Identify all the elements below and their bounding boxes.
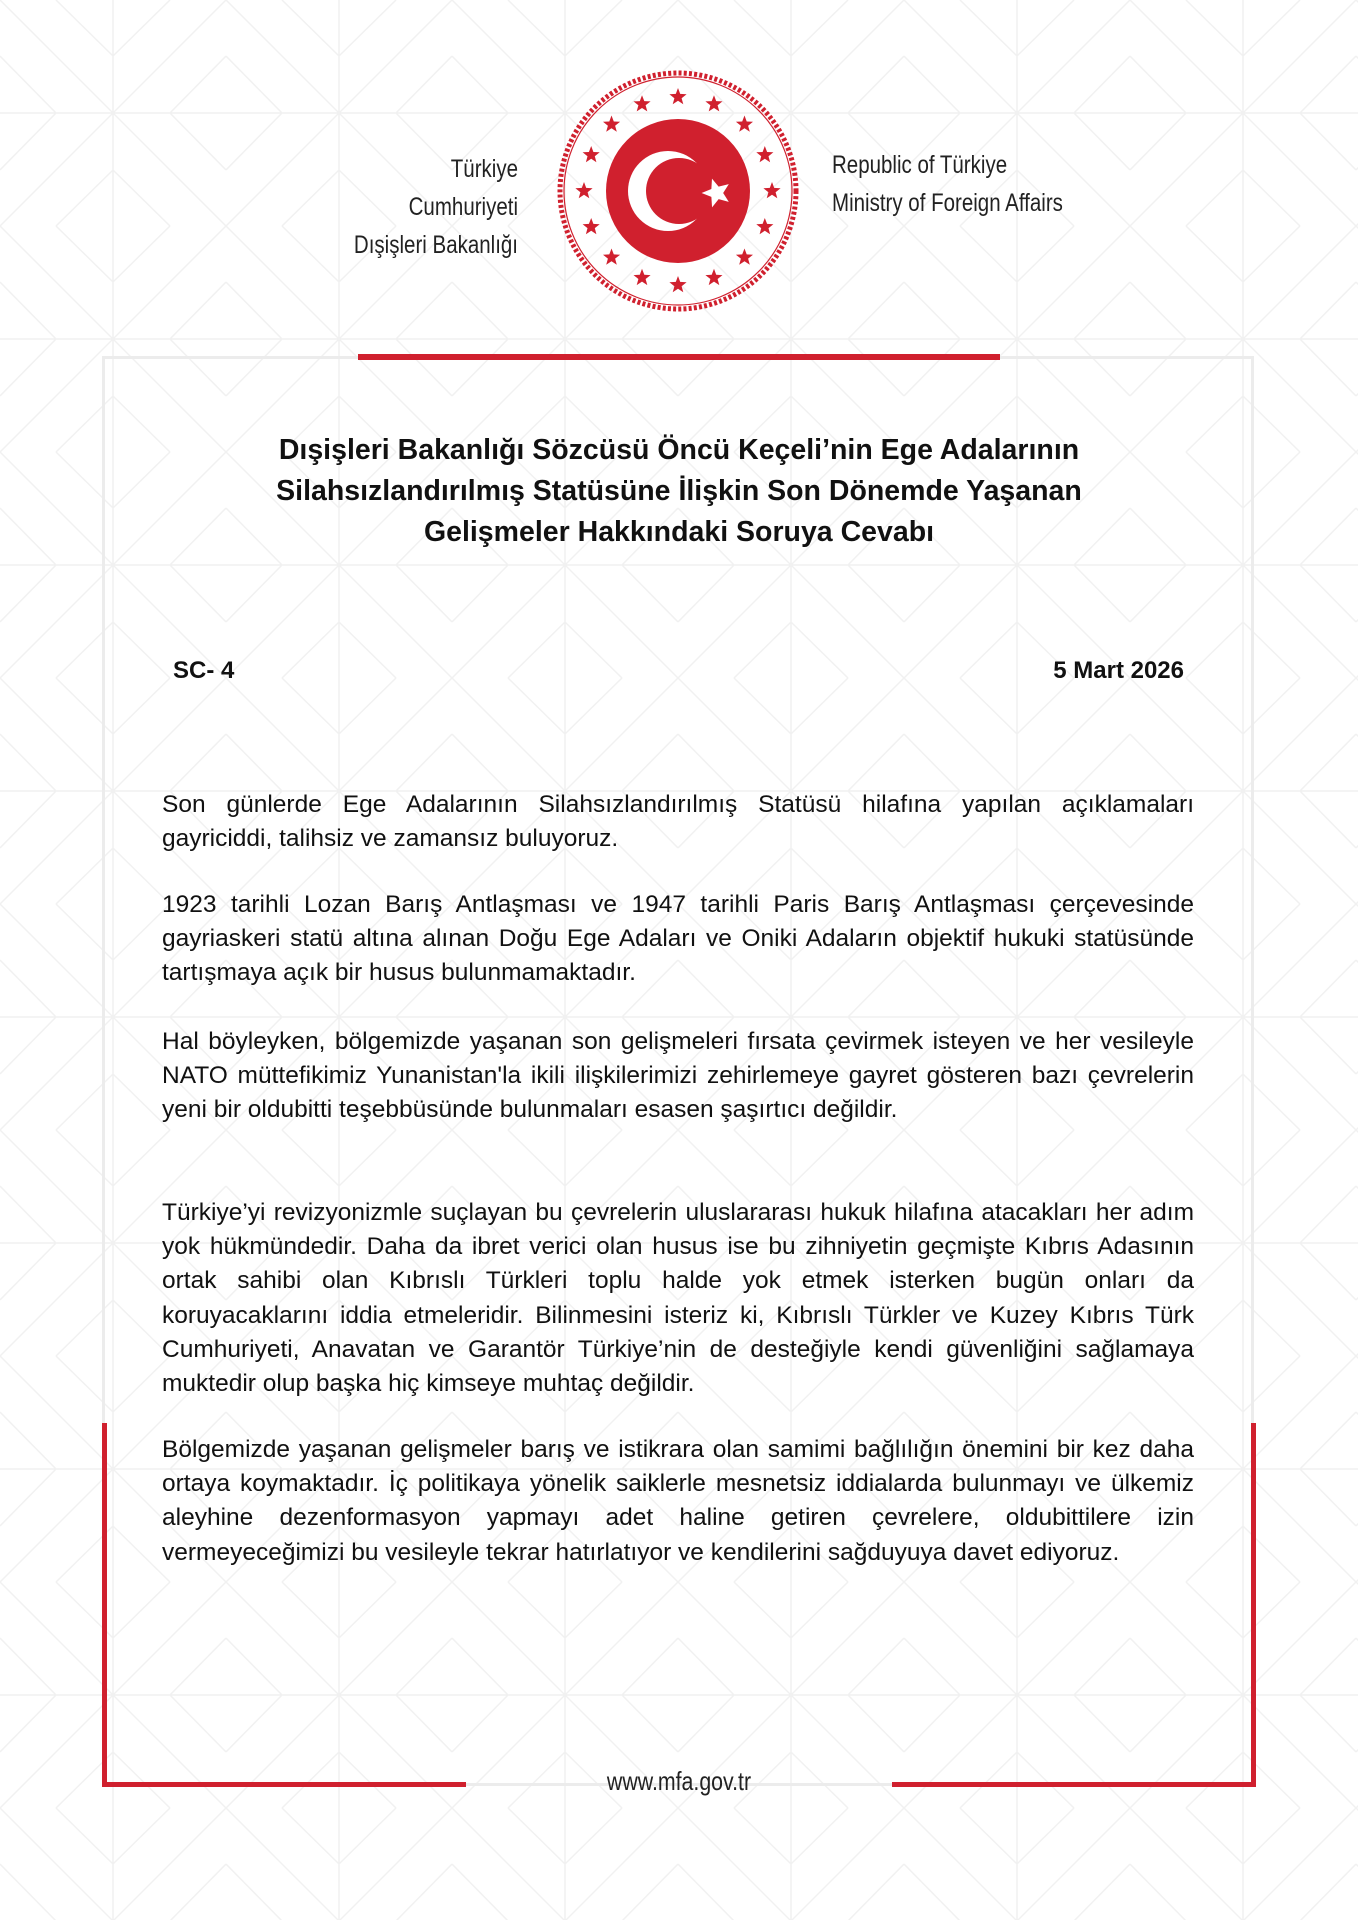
org-name-english-line1: Republic of Türkiye	[832, 151, 1008, 179]
emblem-star-icon	[575, 182, 592, 198]
left-red-line	[102, 1423, 107, 1787]
emblem-star-icon	[705, 95, 722, 111]
emblem-star-icon	[705, 269, 722, 285]
emblem-star-icon	[669, 276, 686, 292]
footer-website-link[interactable]: www.mfa.gov.tr	[606, 1766, 752, 1796]
emblem-star-icon	[583, 218, 600, 234]
state-emblem-icon	[555, 68, 801, 314]
title-line: Dışişleri Bakanlığı Sözcüsü Öncü Keçeli’nin Ege Adalarının	[278, 434, 1080, 466]
org-name-english	[832, 146, 1078, 222]
emblem-star-icon	[756, 146, 773, 162]
title-line: Gelişmeler Hakkındaki Soruya Cevabı	[423, 516, 935, 548]
emblem-star-icon	[634, 269, 651, 285]
emblem-star-icon	[603, 249, 620, 265]
org-name-turkish-line2: Dışişleri Bakanlığı	[353, 231, 518, 259]
org-name-turkish-line1: Türkiye Cumhuriyeti	[408, 155, 518, 221]
paragraph: 1923 tarihli Lozan Barış Antlaşması ve 1947 tarihli Paris Barış Antlaşması çerçevesinde gayriaskeri statü altına alınan Doğu Ege Adaları ve Oniki Adaların objektif hukuki statüsünde tartışmaya açık bir husus bulunmamaktadır.	[162, 891, 1194, 987]
emblem-star-icon	[756, 218, 773, 234]
paragraph: Hal böyleyken, bölgemizde yaşanan son gelişmeleri fırsata çevirmek isteyen ve her vesileyle NATO müttefikimiz Yunanistan'la ikili ilişkilerimizi zehirlemeye gayret gösteren bazı çevrelerin yeni bir oldubitti teşebbüsünde bulunmaları esasen şaşırtıcı değildir.	[162, 1028, 1194, 1124]
paragraph: Bölgemizde yaşanan gelişmeler barış ve istikrara olan samimi bağlılığın önemini bir kez daha ortaya koymaktadır. İç politikaya yönelik saiklerle mesnetsiz iddialarda bulunmayı ve ülkemiz aleyhine dezenformasyon yapmayı adet haline getiren çevrelere, oldubittilere izin vermeyeceğimizi bu vesileyle tekrar hatırlatıyor ve kendilerini sağduyuya davet ediyoruz.	[162, 1436, 1194, 1566]
emblem-star-icon	[583, 146, 600, 162]
right-red-line	[1251, 1423, 1256, 1787]
document-reference: SC- 4	[173, 657, 235, 684]
org-name-turkish	[339, 150, 518, 264]
emblem-star-icon	[603, 116, 620, 132]
bottom-right-red-line	[892, 1782, 1256, 1787]
top-red-bar	[358, 354, 1000, 360]
emblem-star-icon	[736, 249, 753, 265]
emblem-star-icon	[763, 182, 780, 198]
paragraph: Türkiye’yi revizyonizmle suçlayan bu çevrelerin uluslararası hukuk hilafına atacakları her adım yok hükmündedir. Daha da ibret verici olan husus ise bu zihniyetin geçmişte Kıbrıs Adasının ortak sahibi olan Kıbrıslı Türkleri toplu halde yok etmek isterken bugün onları da koruyacaklarını iddia etmeleridir. Bilinmesini isteriz ki, Kıbrıslı Türkler ve Kuzey Kıbrıs Türk Cumhuriyeti, Anavatan ve Garantör Türkiye’nin de desteğiyle kendi güvenliğini sağlamaya muktedir olup başka hiç kimseye muhtaç değildir.	[162, 1199, 1194, 1398]
document-date: 5 Mart 2026	[1053, 657, 1184, 684]
bottom-left-red-line	[102, 1782, 466, 1787]
paragraph: Son günlerde Ege Adalarının Silahsızlandırılmış Statüsü hilafına yapılan açıklamaları gayriciddi, talihsiz ve zamansız buluyoruz.	[162, 791, 1194, 853]
title-line: Silahsızlandırılmış Statüsüne İlişkin Son Dönemde Yaşanan	[276, 475, 1082, 507]
document-title	[170, 430, 1188, 553]
emblem-star-icon	[669, 88, 686, 104]
emblem-star-icon	[634, 95, 651, 111]
org-name-english-line2: Ministry of Foreign Affairs	[832, 189, 1063, 217]
emblem-star-icon	[736, 116, 753, 132]
